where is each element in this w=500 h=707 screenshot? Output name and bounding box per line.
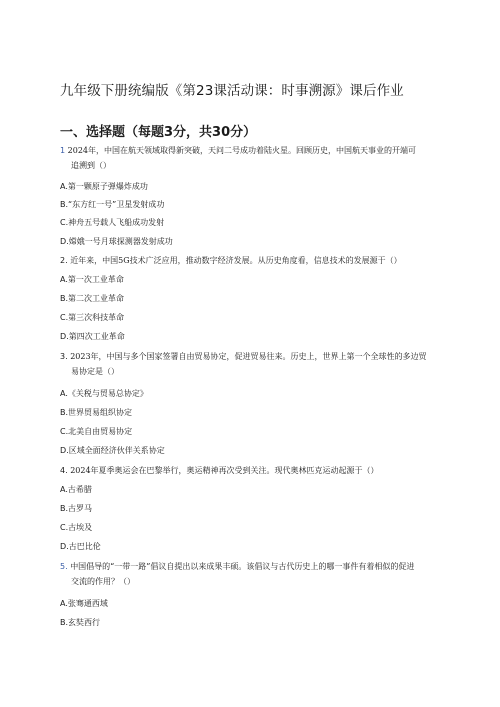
question-number: 4. <box>60 466 68 475</box>
document-title: 九年级下册统编版《第23课活动课：时事溯源》课后作业 <box>60 83 404 99</box>
option-b: B.“东方红一号”卫星发射成功 <box>60 200 165 209</box>
option-b: B.世界贸易组织协定 <box>60 408 133 417</box>
section-heading: 一、选择题（每题3分，共30分） <box>60 125 257 140</box>
option-c: C.古埃及 <box>60 523 93 532</box>
question-text: 2024年夏季奥运会在巴黎举行，奥运精神再次受到关注。现代奥林匹克运动起源于（） <box>70 466 379 475</box>
option-a: A.古希腊 <box>60 485 92 494</box>
question-text-continued: 交流的作用？（） <box>71 577 135 586</box>
question-text: 2023年，中国与多个国家签署自由贸易协定，促进贸易往来。历史上，世界上第一个全球性的多边贸 <box>70 352 427 361</box>
option-b: B.第二次工业革命 <box>60 294 125 303</box>
option-c: C.神舟五号载人飞船成功发射 <box>60 218 165 227</box>
question-number: 2. <box>60 256 68 265</box>
option-b: B.古罗马 <box>60 504 93 513</box>
option-a: A.张骞通西域 <box>60 599 108 608</box>
option-c: C.北美自由贸易协定 <box>60 427 133 436</box>
option-d: D.古巴比伦 <box>60 542 101 551</box>
option-d: D.第四次工业革命 <box>60 332 125 341</box>
question-text: 近年来，中国5G技术广泛应用，推动数字经济发展。从历史角度看，信息技术的发展源于（） <box>70 256 402 265</box>
question-number: 5. <box>60 562 68 571</box>
question-4 <box>60 463 379 478</box>
question-text: 中国倡导的“一带一路”倡议自提出以来成果丰硕。该倡议与古代历史上的哪一事件有着相似的促进 <box>70 562 415 571</box>
question-text-continued: 追溯到（） <box>71 161 111 170</box>
question-text-continued: 易协定是（） <box>71 367 119 376</box>
option-a: A.第一颗原子弹爆炸成功 <box>60 182 148 191</box>
question-5 <box>60 559 414 589</box>
option-d: D.嫦娥一号月球探测器发射成功 <box>60 237 173 246</box>
option-a: A.第一次工业革命 <box>60 275 124 284</box>
question-3 <box>60 349 427 379</box>
question-number: 1 <box>60 146 66 155</box>
question-1 <box>60 143 416 173</box>
option-a: A.《关税与贸易总协定》 <box>60 389 148 398</box>
option-d: D.区域全面经济伙伴关系协定 <box>60 446 165 455</box>
option-b: B.玄奘西行 <box>60 618 101 627</box>
question-text: 2024年，中国在航天领域取得新突破，天问二号成功着陆火星。回顾历史，中国航天事业的开端可 <box>67 146 416 155</box>
question-number: 3. <box>60 352 68 361</box>
option-c: C.第三次科技革命 <box>60 313 125 322</box>
question-2 <box>60 253 402 268</box>
